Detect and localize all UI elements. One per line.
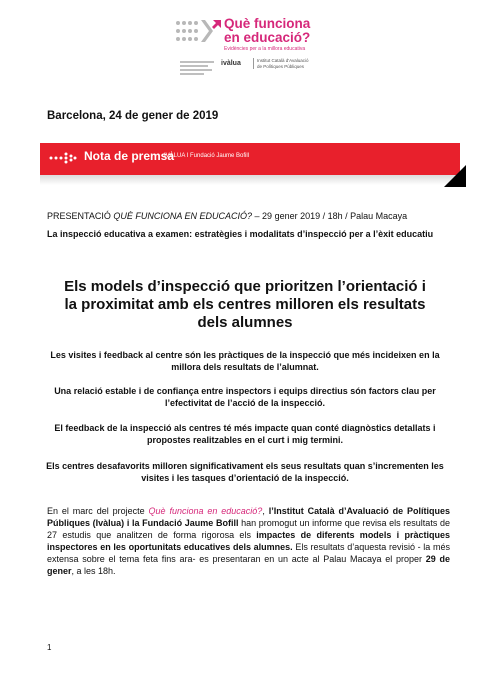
banner-shadow — [40, 175, 460, 185]
presentation-event: QUÈ FUNCIONA EN EDUCACIÓ? — [113, 211, 253, 221]
impact-highlight: impactes de diferents models i pràctiques inspectores en les oportunitats educatives dels alumnes. — [47, 530, 451, 552]
press-date: Barcelona, 24 de gener de 2019 — [47, 110, 219, 122]
body-text-1: En el marc del projecte — [47, 506, 149, 516]
body-paragraph — [47, 505, 450, 577]
project-name-link: Què funciona en educació? — [148, 506, 263, 516]
body-text-4: Els resultats d’aquesta revisió - la més extensa sobre el tema feta fins ara- es presentaran en un acte al Palau Macaya el proper — [47, 542, 450, 564]
event-date-highlight: 29 de gener — [47, 554, 451, 576]
ivalua-description — [253, 58, 309, 69]
body-text-5: , a les 18h. — [71, 566, 116, 576]
logo-arrows-icon — [175, 18, 223, 44]
fundacio-bofill-logo — [178, 58, 216, 76]
key-point-1: Les visites i feedback al centre són les pràctiques de la inspecció que més incideixen en la millora dels resultats de l’alumnat. — [50, 350, 440, 372]
presentation-line — [47, 211, 407, 221]
logo-title-line2: en educació? — [224, 30, 311, 45]
document-subtitle: La inspecció educativa a examen: estratègies i modalitats d’inspecció per a l’èxit educatiu — [47, 229, 434, 239]
ivalua-logo: ivàlua — [221, 60, 241, 67]
banner-arrow-icon — [48, 151, 78, 165]
banner-title: Nota de premsa — [84, 149, 175, 163]
banner-fold — [444, 165, 466, 187]
organizations: l’Institut Català d’Avaluació de Polítiques Públiques (Ivàlua) i la Fundació Jaume Bofill — [47, 506, 450, 528]
key-point-2: Una relació estable i de confiança entre inspectors i equips directius són factors clau per l’efectivitat de l’acció de la inspecció. — [54, 386, 436, 408]
presentation-suffix: – 29 gener 2019 / 18h / Palau Macaya — [252, 211, 408, 221]
page-number: 1 — [47, 643, 52, 652]
logo-tagline: Evidències per a la millora educativa — [224, 46, 306, 52]
key-point-3: El feedback de la inspecció als centres té més impacte quan conté diagnòstics detallats i propostes realitzables en el curt i mig termini. — [54, 423, 436, 445]
headline: Els models d’inspecció que prioritzen l’orientació i la proximitat amb els centres milloren els resultats dels alumnes — [64, 278, 426, 331]
logo-title — [224, 17, 310, 45]
logo-title-line1: Què funciona — [224, 16, 311, 31]
body-text-2: , — [262, 506, 269, 516]
banner-subtitle: IVÀLUA I Fundació Jaume Bofill — [164, 153, 250, 159]
key-point-4: Els centres desafavorits milloren significativament els seus resultats quan s’incrementen les visites i les tasques d’orientació de la inspecció. — [46, 461, 444, 483]
presentation-prefix: PRESENTACIÓ — [47, 211, 114, 221]
body-text-3: han promogut un informe que revisa els resultats de 27 estudis que analitzen de forma rigorosa els — [47, 518, 450, 540]
ivalua-desc-line2: de Polítiques Públiques — [257, 63, 305, 69]
ivalua-desc-line1: Institut Català d'Avaluació — [257, 58, 309, 63]
